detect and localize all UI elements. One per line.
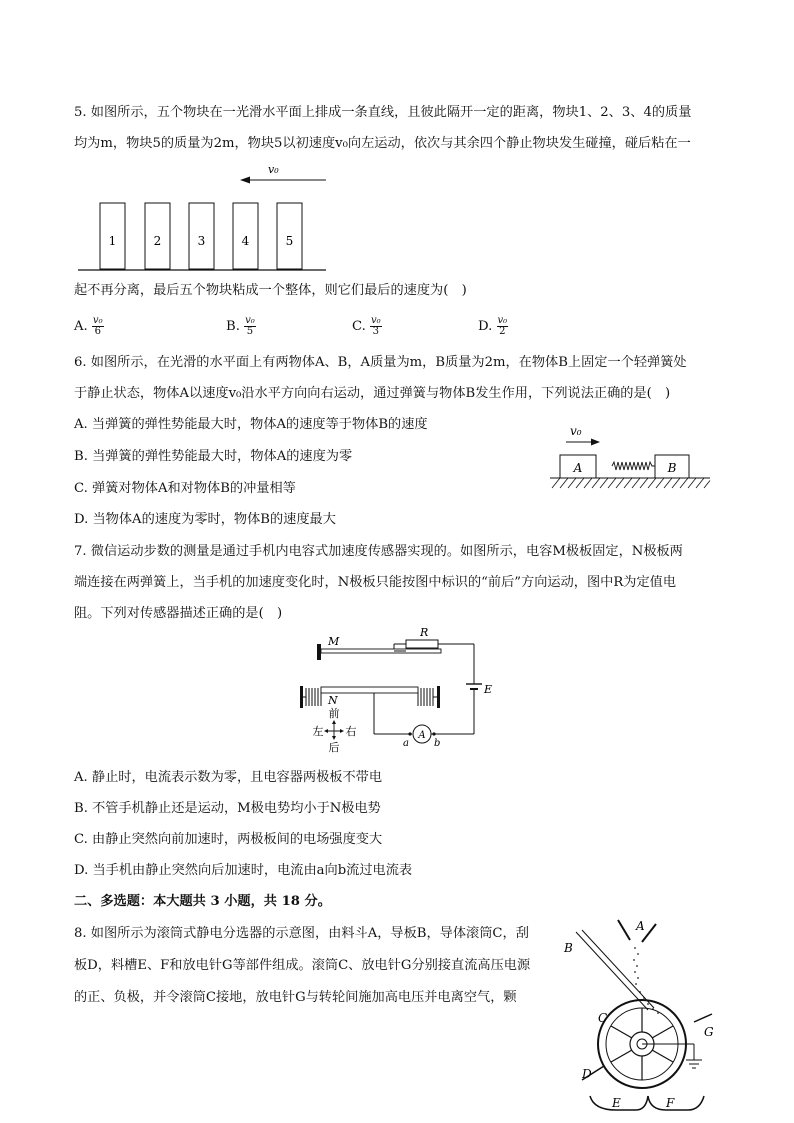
q7-m-label: M <box>328 635 340 648</box>
q7-option-d: D. 当手机由静止突然向后加速时，电流由a向b流过电流表 <box>74 863 413 878</box>
q5-block-3-label: 3 <box>197 234 206 248</box>
q5-v0-label: v₀ <box>268 163 279 176</box>
q6-line-1: 6. 如图所示，在光滑的水平面上有两物体A、B，A质量为m，B质量为2m，在物体B上固定一个轻弹簧处 <box>74 355 687 370</box>
q7-left-wall <box>300 686 303 708</box>
q5-option-b: B. $\frac{\text{v₀}}{5}$ <box>226 315 255 337</box>
q8-trough-f <box>648 1096 704 1110</box>
q7-back-label: 后 <box>328 741 340 754</box>
q5-option-a: A. $\frac{\text{v₀}}{6}$ <box>74 315 103 337</box>
q7-compass-arrows <box>324 720 344 740</box>
q8-particles <box>633 947 659 1014</box>
q7-e-label: E <box>484 683 493 696</box>
q7-a-label: a <box>403 738 409 749</box>
q6-velocity-arrowhead <box>591 439 600 446</box>
q5-block-2-label: 2 <box>153 234 162 248</box>
q5-option-d: D. $\frac{\text{v₀}}{2}$ <box>478 315 508 337</box>
q8-hopper-left <box>618 920 630 940</box>
q6-option-b: B. 当弹簧的弹性势能最大时，物体A的速度为零 <box>74 449 353 464</box>
q7-line-3: 阻。下列对传感器描述正确的是( ) <box>74 606 283 621</box>
q7-n-plate <box>321 687 418 693</box>
q7-left-spring <box>306 688 321 706</box>
q8-line-1: 8. 如图所示为滚筒式静电分选器的示意图，由料斗A，导板B，导体滚筒C，刮 <box>74 926 529 941</box>
q5-line-2: 均为m，物块5的质量为2m，物块5以初速度v₀向左运动，依次与其余四个静止物块发生碰撞，碰后粘在一 <box>74 136 691 151</box>
section-2-heading: 二、多选题：本大题共 3 小题，共 18 分。 <box>74 894 331 909</box>
q8-c-label: C <box>598 1011 608 1025</box>
q7-terminal-b <box>432 732 435 735</box>
q7-m-plate <box>321 649 441 653</box>
q8-figure <box>556 910 726 1120</box>
q7-option-a: A. 静止时，电流表示数为零，且电容器两极板不带电 <box>74 770 383 785</box>
q5-line-3: 起不再分离，最后五个物块粘成一个整体，则它们最后的速度为( ) <box>74 283 467 298</box>
q6-option-c: C. 弹簧对物体A和对物体B的冲量相等 <box>74 481 296 496</box>
q6-v0-label: v₀ <box>570 424 582 438</box>
q7-figure <box>294 624 504 758</box>
q6-ground-hatch <box>552 478 710 488</box>
q5-block-1-label: 1 <box>108 234 117 248</box>
q7-front-label: 前 <box>328 707 340 720</box>
q8-g-label: G <box>704 1025 714 1039</box>
q7-line-2: 端连接在两弹簧上，当手机的加速度变化时，N极板只能按图中标识的“前后”方向运动，图中R为定值电 <box>74 575 677 590</box>
q8-f-label: F <box>666 1096 675 1110</box>
q8-d-label: D <box>582 1067 592 1081</box>
q5-line-1: 5. 如图所示，五个物块在一光滑水平面上排成一条直线，且彼此隔开一定的距离，物块1、2、3、4的质量 <box>74 105 692 120</box>
q7-left-label: 左 <box>312 725 324 738</box>
q7-r-label: R <box>420 626 429 639</box>
q7-option-c: C. 由静止突然向前加速时，两极板间的电场强度变大 <box>74 832 383 847</box>
q8-e-label: E <box>612 1096 621 1110</box>
q6-block-a-label: A <box>573 461 583 475</box>
q7-m-plate-mount <box>317 644 321 660</box>
q6-option-a: A. 当弹簧的弹性势能最大时，物体A的速度等于物体B的速度 <box>74 417 428 432</box>
q8-line-3: 的正、负极，并令滚筒C接地，放电针G与转轮间施加高电压并电离空气，颗 <box>74 990 517 1005</box>
q7-resistor <box>406 640 438 648</box>
q8-a-label: A <box>636 919 645 933</box>
q5-block-5-label: 5 <box>285 234 294 248</box>
q6-figure <box>546 420 714 492</box>
q7-b-label: b <box>434 738 441 749</box>
q7-line-1: 7. 微信运动步数的测量是通过手机内电容式加速度传感器实现的。如图所示，电容M极板固定，N极板两 <box>74 544 683 559</box>
q6-spring <box>612 462 655 470</box>
q7-right-wall <box>437 686 440 708</box>
q5-velocity-arrowhead <box>240 177 250 184</box>
q6-block-b-label: B <box>667 461 677 475</box>
q5-option-c: C. $\frac{\text{v₀}}{3}$ <box>352 315 381 337</box>
q8-line-2: 板D，料槽E、F和放电针G等部件组成。滚筒C、放电针G分别接直流高压电源 <box>74 958 531 973</box>
q7-ammeter-label: A <box>418 730 426 741</box>
q6-option-d: D. 当物体A的速度为零时，物体B的速度最大 <box>74 512 336 527</box>
q8-guide-plate-top <box>576 932 648 1010</box>
q8-b-label: B <box>564 941 573 955</box>
q5-block-4-label: 4 <box>241 234 250 248</box>
q7-right-label: 右 <box>345 725 357 738</box>
q7-option-b: B. 不管手机静止还是运动，M极电势均小于N极电势 <box>74 801 381 816</box>
q7-n-label: N <box>328 694 338 707</box>
q6-line-2: 于静止状态，物体A以速度v₀沿水平方向向右运动，通过弹簧与物体B发生作用，下列说法正确的是( ) <box>74 386 671 401</box>
q7-terminal-a <box>408 732 411 735</box>
q8-needle-g <box>694 1014 712 1022</box>
q7-right-spring <box>418 688 433 706</box>
q5-figure <box>74 158 334 276</box>
